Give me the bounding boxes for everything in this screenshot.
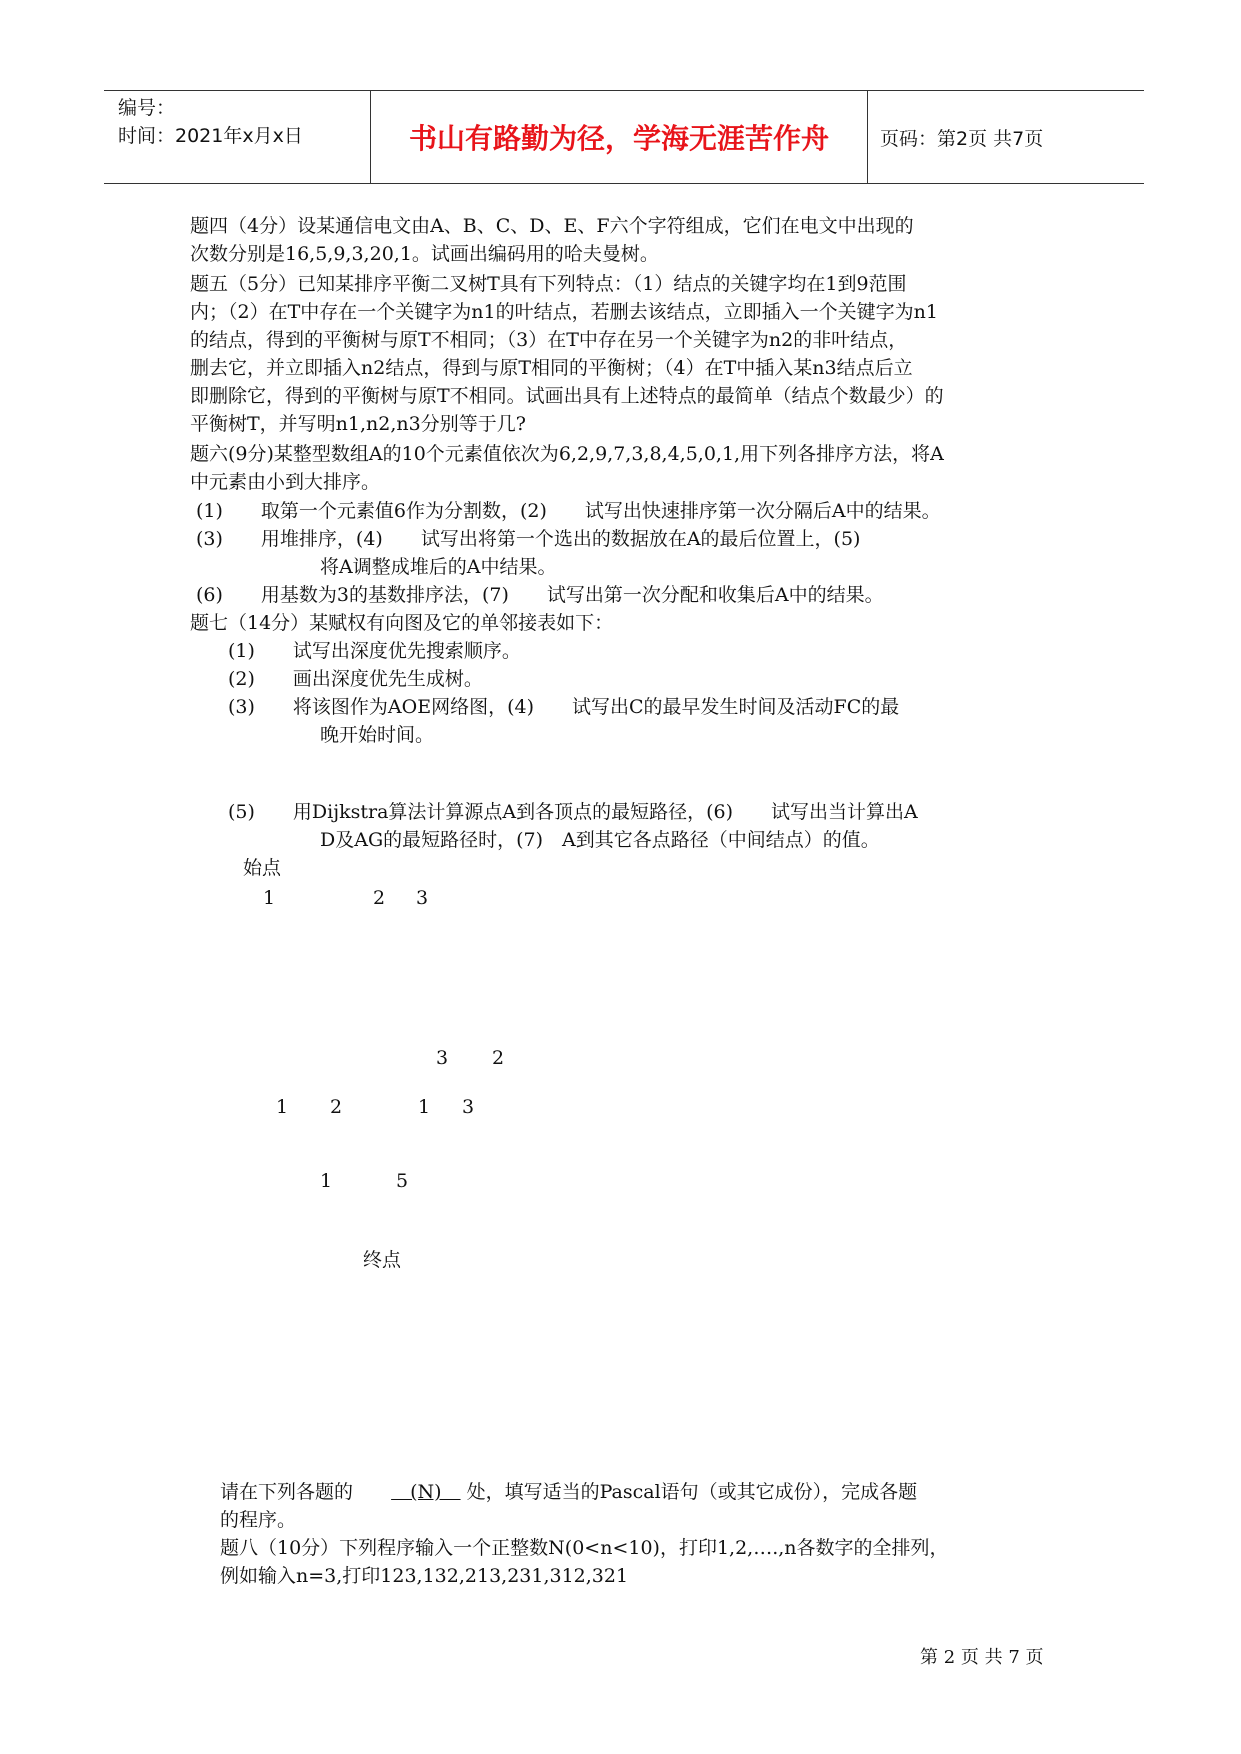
page-code: 页码：第2页 共7页 [880, 127, 1044, 150]
q5-line6: 平衡树T，并写明n1,n2,n3分别等于几? [190, 413, 526, 435]
q7-line1: 题七（14分）某赋权有向图及它的单邻接表如下： [190, 612, 614, 634]
graph-weight: 1 [276, 1096, 289, 1118]
fill-in-blank: (N) [391, 1481, 461, 1503]
q8-line1: 题八（10分）下列程序输入一个正整数N(0<n<10)，打印1,2,….,n各数字的全排列， [220, 1537, 949, 1559]
fill-in-pre: 请在下列各题的 [220, 1481, 354, 1503]
header-motto-cell [370, 91, 868, 183]
graph-weight: 3 [416, 887, 429, 909]
graph-end-label: 终点 [363, 1249, 402, 1271]
q5-line4: 删去它，并立即插入n2结点，得到与原T相同的平衡树；（4）在T中插入某n3结点后立 [190, 357, 913, 379]
serial-label: 编号： [118, 97, 176, 119]
q4-line1: 题四（4分）设某通信电文由A、B、C、D、E、F六个字符组成，它们在电文中出现的 [190, 215, 914, 237]
graph-weight: 2 [492, 1047, 505, 1069]
q6-line1: 题六(9分)某整型数组A的10个元素值依次为6,2,9,7,3,8,4,5,0,1,用下列各排序方法，将A [190, 443, 944, 465]
graph-weight: 2 [330, 1096, 343, 1118]
graph-weight: 5 [396, 1170, 409, 1192]
q7-item7: D及AG的最短路径时，(7) A到其它各点路径（中间结点）的值。 [320, 829, 880, 851]
fill-in-line1 [220, 1478, 917, 1506]
q6-item5-cont: 将A调整成堆后的A中结果。 [320, 556, 557, 578]
fill-in-line2: 的程序。 [220, 1509, 297, 1531]
graph-start-label: 始点 [243, 857, 282, 879]
graph-weight: 1 [263, 887, 276, 909]
page-header [104, 90, 1144, 184]
q6-line2: 中元素由小到大排序。 [190, 471, 381, 493]
page-footer: 第 2 页 共 7 页 [920, 1647, 1044, 1668]
header-left-cell [118, 91, 370, 183]
q7-item2: (2) 画出深度优先生成树。 [228, 668, 483, 690]
q5-line5: 即删除它，得到的平衡树与原T不相同。试画出具有上述特点的最简单（结点个数最少）的 [190, 385, 944, 407]
q6-item1: (1) 取第一个元素值6作为分割数，(2) 试写出快速排序第一次分隔后A中的结果。 [196, 500, 941, 522]
q5-line1: 题五（5分）已知某排序平衡二叉树T具有下列特点：（1）结点的关键字均在1到9范围 [190, 273, 907, 295]
time-label: 时间：2021年x月x日 [118, 125, 303, 147]
q7-item3: (3) 将该图作为AOE网络图，(4) 试写出C的最早发生时间及活动FC的最 [228, 696, 900, 718]
q4-line2: 次数分别是16,5,9,3,20,1。试画出编码用的哈夫曼树。 [190, 243, 659, 265]
header-page-code-cell [866, 91, 1144, 183]
fill-in-post: 处，填写适当的Pascal语句（或其它成份），完成各题 [466, 1481, 918, 1503]
q7-item1: (1) 试写出深度优先搜索顺序。 [228, 640, 521, 662]
graph-weight: 1 [320, 1170, 333, 1192]
q6-item6: (6) 用基数为3的基数排序法，(7) 试写出第一次分配和收集后A中的结果。 [196, 584, 884, 606]
q7-item4-cont: 晚开始时间。 [320, 724, 435, 746]
graph-weight: 1 [418, 1096, 431, 1118]
q7-item5: (5) 用Dijkstra算法计算源点A到各顶点的最短路径，(6) 试写出当计算出A [228, 801, 918, 823]
q5-line3: 的结点，得到的平衡树与原T不相同；（3）在T中存在另一个关键字为n2的非叶结点， [190, 329, 908, 351]
q5-line2: 内；（2）在T中存在一个关键字为n1的叶结点，若删去该结点，立即插入一个关键字为n1 [190, 301, 938, 323]
q8-line2: 例如输入n=3,打印123,132,213,231,312,321 [220, 1565, 629, 1587]
graph-weight: 2 [373, 887, 386, 909]
graph-weight: 3 [436, 1047, 449, 1069]
q6-item3: (3) 用堆排序，(4) 试写出将第一个选出的数据放在A的最后位置上，(5) [196, 528, 861, 550]
motto-text: 书山有路勤为径，学海无涯苦作舟 [408, 122, 829, 155]
graph-weight: 3 [462, 1096, 475, 1118]
